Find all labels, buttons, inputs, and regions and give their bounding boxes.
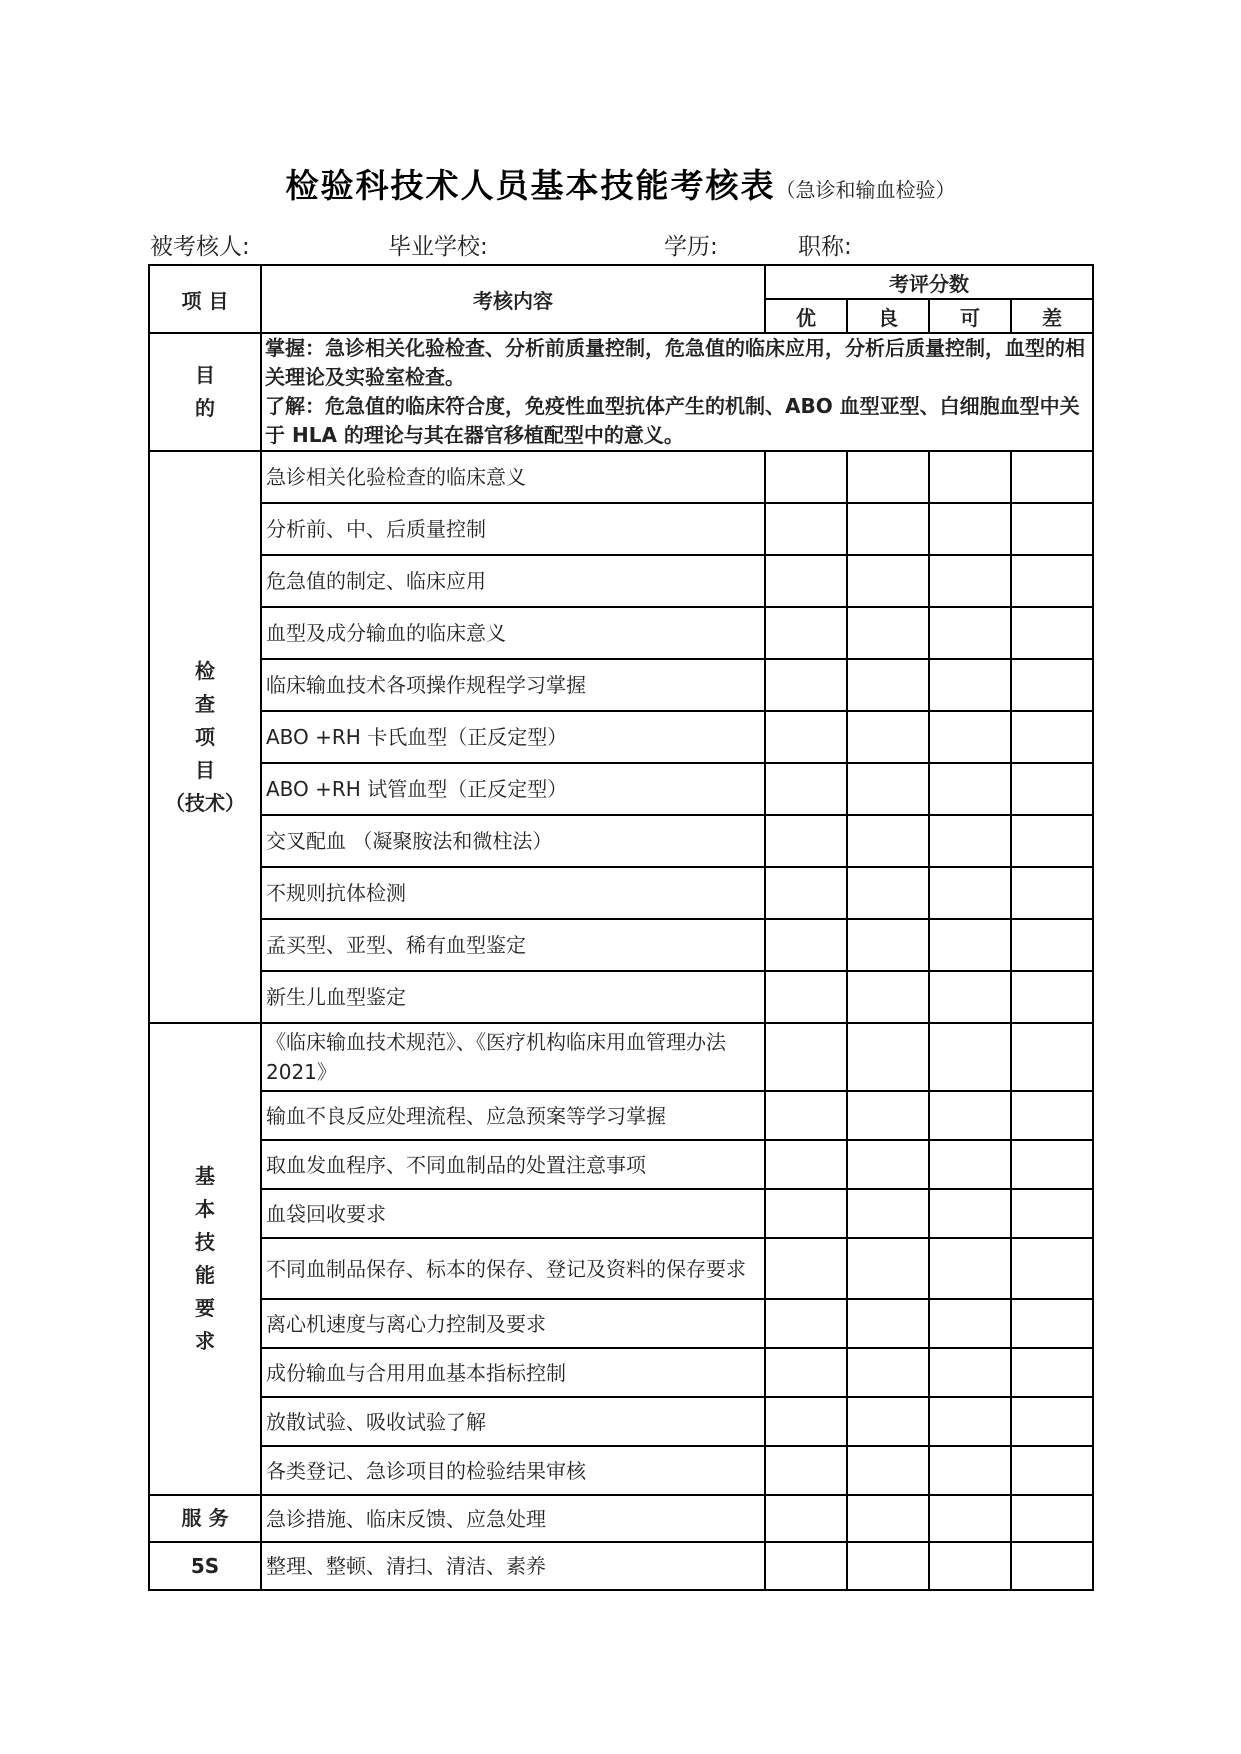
score-cell[interactable] <box>929 1189 1011 1238</box>
score-cell[interactable] <box>1011 1140 1093 1189</box>
assessment-table <box>148 264 1094 1591</box>
score-cell[interactable] <box>847 1495 929 1542</box>
grade-poor: 差 <box>1011 299 1093 333</box>
score-cell[interactable] <box>847 503 929 555</box>
score-cell[interactable] <box>847 1299 929 1348</box>
score-cell[interactable] <box>1011 1542 1093 1590</box>
score-cell[interactable] <box>929 1446 1011 1495</box>
table-row <box>149 659 1093 711</box>
item-text: 离心机速度与离心力控制及要求 <box>261 1299 765 1348</box>
table-row <box>149 1189 1093 1238</box>
table-row <box>149 867 1093 919</box>
header-content: 考核内容 <box>261 265 765 333</box>
score-cell[interactable] <box>765 1397 847 1446</box>
score-cell[interactable] <box>765 1238 847 1299</box>
item-text: 新生儿血型鉴定 <box>261 971 765 1023</box>
score-cell[interactable] <box>929 503 1011 555</box>
score-cell[interactable] <box>765 1446 847 1495</box>
score-cell[interactable] <box>765 1023 847 1091</box>
header-project: 项 目 <box>149 265 261 333</box>
score-cell[interactable] <box>929 1495 1011 1542</box>
score-cell[interactable] <box>765 555 847 607</box>
score-cell[interactable] <box>765 607 847 659</box>
score-cell[interactable] <box>1011 867 1093 919</box>
score-cell[interactable] <box>1011 971 1093 1023</box>
school-label: 毕业学校: <box>388 234 488 260</box>
purpose-label: 目 的 <box>149 333 261 451</box>
score-cell[interactable] <box>929 1542 1011 1590</box>
table-row <box>149 1542 1093 1590</box>
grade-excellent: 优 <box>765 299 847 333</box>
table-row <box>149 1397 1093 1446</box>
table-row <box>149 711 1093 763</box>
score-cell[interactable] <box>847 1446 929 1495</box>
grade-good: 良 <box>847 299 929 333</box>
item-text: ABO +RH 卡氏血型（正反定型） <box>261 711 765 763</box>
table-row <box>149 503 1093 555</box>
score-cell[interactable] <box>847 1397 929 1446</box>
purpose-text <box>261 333 1093 451</box>
score-cell[interactable] <box>847 971 929 1023</box>
score-cell[interactable] <box>765 815 847 867</box>
score-cell[interactable] <box>929 451 1011 503</box>
score-cell[interactable] <box>847 1542 929 1590</box>
score-cell[interactable] <box>765 867 847 919</box>
score-cell[interactable] <box>929 555 1011 607</box>
score-cell[interactable] <box>929 919 1011 971</box>
score-cell[interactable] <box>1011 659 1093 711</box>
score-cell[interactable] <box>929 867 1011 919</box>
score-cell[interactable] <box>847 659 929 711</box>
score-cell[interactable] <box>847 763 929 815</box>
page-subtitle: （急诊和输血检验） <box>775 178 956 202</box>
item-text: 输血不良反应处理流程、应急预案等学习掌握 <box>261 1091 765 1140</box>
section-label: 检 查 项 目 （技术） <box>149 451 261 1023</box>
table-row <box>149 1495 1093 1542</box>
item-text: 各类登记、急诊项目的检验结果审核 <box>261 1446 765 1495</box>
table-row <box>149 451 1093 503</box>
score-cell[interactable] <box>1011 451 1093 503</box>
score-cell[interactable] <box>847 607 929 659</box>
score-cell[interactable] <box>1011 815 1093 867</box>
score-cell[interactable] <box>765 1299 847 1348</box>
score-cell[interactable] <box>1011 1348 1093 1397</box>
table-row <box>149 555 1093 607</box>
item-text: ABO +RH 试管血型（正反定型） <box>261 763 765 815</box>
page-title: 检验科技术人员基本技能考核表 <box>285 166 776 205</box>
score-cell[interactable] <box>847 1238 929 1299</box>
item-text: 《临床输血技术规范》、《医疗机构临床用血管理办法 2021》 <box>261 1023 765 1091</box>
score-cell[interactable] <box>847 711 929 763</box>
score-cell[interactable] <box>1011 607 1093 659</box>
item-text: 血型及成分输血的临床意义 <box>261 607 765 659</box>
grade-fair: 可 <box>929 299 1011 333</box>
score-cell[interactable] <box>929 1238 1011 1299</box>
score-cell[interactable] <box>765 1189 847 1238</box>
score-cell[interactable] <box>929 1091 1011 1140</box>
score-cell[interactable] <box>765 1542 847 1590</box>
score-cell[interactable] <box>765 659 847 711</box>
score-cell[interactable] <box>929 659 1011 711</box>
item-text: 血袋回收要求 <box>261 1189 765 1238</box>
score-cell[interactable] <box>765 503 847 555</box>
score-cell[interactable] <box>765 711 847 763</box>
score-cell[interactable] <box>765 919 847 971</box>
item-text: 取血发血程序、不同血制品的处置注意事项 <box>261 1140 765 1189</box>
score-cell[interactable] <box>1011 1189 1093 1238</box>
item-text: 成份输血与合用用血基本指标控制 <box>261 1348 765 1397</box>
section-label: 基 本 技 能 要 求 <box>149 1023 261 1495</box>
score-cell[interactable] <box>1011 503 1093 555</box>
score-cell[interactable] <box>929 815 1011 867</box>
score-cell[interactable] <box>929 1348 1011 1397</box>
score-cell[interactable] <box>1011 919 1093 971</box>
score-cell[interactable] <box>1011 1495 1093 1542</box>
examinee-label: 被考核人: <box>150 234 250 260</box>
score-cell[interactable] <box>847 815 929 867</box>
table-row <box>149 763 1093 815</box>
score-cell[interactable] <box>929 711 1011 763</box>
score-cell[interactable] <box>1011 1091 1093 1140</box>
score-cell[interactable] <box>765 1495 847 1542</box>
table-row <box>149 1140 1093 1189</box>
item-text: 孟买型、亚型、稀有血型鉴定 <box>261 919 765 971</box>
score-cell[interactable] <box>929 763 1011 815</box>
purpose-understand: 了解：危急值的临床符合度，免疫性血型抗体产生的机制、ABO 血型亚型、白细胞血型中关于 HLA 的理论与其在器官移植配型中的意义。 <box>265 394 1080 447</box>
score-cell[interactable] <box>765 1140 847 1189</box>
score-cell[interactable] <box>847 1140 929 1189</box>
table-row <box>149 1023 1093 1091</box>
purpose-master: 掌握：急诊相关化验检查、分析前质量控制，危急值的临床应用，分析后质量控制，血型的相关理论及实验室检查。 <box>265 336 1085 389</box>
item-text: 不同血制品保存、标本的保存、登记及资料的保存要求 <box>261 1238 765 1299</box>
score-cell[interactable] <box>847 867 929 919</box>
table-row <box>149 971 1093 1023</box>
item-text: 危急值的制定、临床应用 <box>261 555 765 607</box>
score-cell[interactable] <box>929 971 1011 1023</box>
section-label: 5S <box>149 1542 261 1590</box>
title-rank-label: 职称: <box>798 234 852 260</box>
score-cell[interactable] <box>847 1348 929 1397</box>
score-cell[interactable] <box>1011 1299 1093 1348</box>
score-cell[interactable] <box>1011 1023 1093 1091</box>
item-text: 分析前、中、后质量控制 <box>261 503 765 555</box>
score-cell[interactable] <box>765 1348 847 1397</box>
table-row <box>149 1446 1093 1495</box>
table-row <box>149 607 1093 659</box>
score-cell[interactable] <box>847 451 929 503</box>
score-cell[interactable] <box>929 1023 1011 1091</box>
table-row <box>149 919 1093 971</box>
table-row <box>149 1299 1093 1348</box>
table-row <box>149 1091 1093 1140</box>
item-text: 不规则抗体检测 <box>261 867 765 919</box>
item-text: 临床输血技术各项操作规程学习掌握 <box>261 659 765 711</box>
item-text: 放散试验、吸收试验了解 <box>261 1397 765 1446</box>
score-cell[interactable] <box>929 1397 1011 1446</box>
score-cell[interactable] <box>1011 763 1093 815</box>
table-row <box>149 1238 1093 1299</box>
score-cell[interactable] <box>847 1189 929 1238</box>
section-label: 服 务 <box>149 1495 261 1542</box>
item-text: 整理、整顿、清扫、清洁、素养 <box>261 1542 765 1590</box>
score-cell[interactable] <box>765 971 847 1023</box>
score-cell[interactable] <box>847 1023 929 1091</box>
item-text: 急诊相关化验检查的临床意义 <box>261 451 765 503</box>
score-cell[interactable] <box>847 555 929 607</box>
header-score-group: 考评分数 <box>765 265 1093 299</box>
item-text: 交叉配血 （凝聚胺法和微柱法） <box>261 815 765 867</box>
score-cell[interactable] <box>1011 555 1093 607</box>
score-cell[interactable] <box>929 607 1011 659</box>
sections-body <box>149 451 1093 1590</box>
item-text: 急诊措施、临床反馈、应急处理 <box>261 1495 765 1542</box>
score-cell[interactable] <box>847 919 929 971</box>
score-cell[interactable] <box>765 763 847 815</box>
score-cell[interactable] <box>847 1091 929 1140</box>
score-cell[interactable] <box>1011 1446 1093 1495</box>
title-row <box>0 160 1241 207</box>
education-label: 学历: <box>664 234 718 260</box>
score-cell[interactable] <box>765 1091 847 1140</box>
score-cell[interactable] <box>929 1140 1011 1189</box>
score-cell[interactable] <box>1011 1397 1093 1446</box>
score-cell[interactable] <box>1011 1238 1093 1299</box>
score-cell[interactable] <box>929 1299 1011 1348</box>
score-cell[interactable] <box>765 451 847 503</box>
table-row <box>149 815 1093 867</box>
table-row <box>149 1348 1093 1397</box>
score-cell[interactable] <box>1011 711 1093 763</box>
